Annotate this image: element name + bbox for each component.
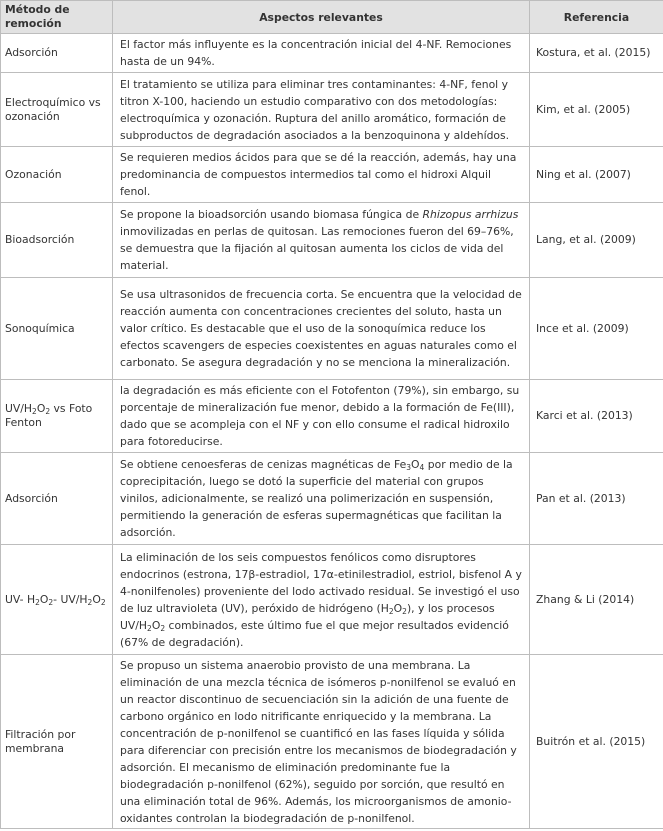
aspects-cell: Se usa ultrasonidos de frecuencia corta. Se encuentra que la velocidad de reacción aumenta con concentraciones crecientes del soluto, hasta un valor crítico. Es destacable que el uso de la sonoquímica reduce los efectos scavengers de especies coexistentes en aguas naturales como el carbonato. Se asegura degradación y no se menciona la mineralización. — [113, 278, 530, 380]
reference-cell: Ning et al. (2007) — [530, 147, 663, 203]
table-row — [1, 34, 663, 73]
header-reference: Referencia — [530, 1, 663, 34]
aspects-cell: Se propone la bioadsorción usando biomasa fúngica de Rhizopus arrhizus inmovilizadas en perlas de quitosan. Las remociones fueron del 69–76%, se demuestra que la fijación al quitosan aumenta los ciclos de vida del material. — [113, 203, 530, 278]
table-row — [1, 278, 663, 380]
table-row — [1, 73, 663, 147]
method-cell: Adsorción — [1, 453, 113, 545]
method-cell: Bioadsorción — [1, 203, 113, 278]
table-row — [1, 147, 663, 203]
method-cell: UV- $H_2O_2-$ $UV/H_2O_2$ — [1, 545, 113, 655]
method-cell: Electroquímico vs ozonación — [1, 73, 113, 147]
species-name: Rhizopus arrhizus — [422, 208, 519, 221]
method-cell: Adsorción — [1, 34, 113, 73]
reference-cell: Zhang & Li (2014) — [530, 545, 663, 655]
reference-cell: Buitrón et al. (2015) — [530, 655, 663, 829]
header-method: Método de remoción — [1, 1, 113, 34]
aspects-cell: La eliminación de los seis compuestos fenólicos como disruptores endocrinos (estrona, 17β-estradiol, 17α-etinilestradiol, estriol, bisfenol A y 4-nonilfenoles) proveniente del lodo activado residual. Se investigó el uso de luz ultravioleta (UV), peróxido de hidrógeno $(H_2O_2)$, y los procesos $UV/H_2O_2$ combinados, este último fue el que mejor resultados evidenció (67% de degradación). — [113, 545, 530, 655]
table-row — [1, 453, 663, 545]
method-cell: Sonoquímica — [1, 278, 113, 380]
reference-cell: Ince et al. (2009) — [530, 278, 663, 380]
reference-cell: Kostura, et al. (2015) — [530, 34, 663, 73]
table-row — [1, 380, 663, 453]
table-row — [1, 203, 663, 278]
table-row — [1, 655, 663, 829]
header-aspects: Aspectos relevantes — [113, 1, 530, 34]
aspects-cell: Se requieren medios ácidos para que se dé la reacción, además, hay una predominancia de compuestos intermedios tal como el hidroxi Alquil fenol. — [113, 147, 530, 203]
reference-cell: Lang, et al. (2009) — [530, 203, 663, 278]
table-header-row — [1, 1, 663, 34]
aspects-cell: Se propuso un sistema anaerobio provisto de una membrana. La eliminación de una mezcla técnica de isómeros p-nonilfenol se evaluó en un reactor discontinuo de secuenciación sin la adición de una fuente de carbono orgánico en lodo nitrificante enriquecido y la membrana. La concentración de p-nonilfenol se cuantificó en las fases líquida y sólida para diferenciar con precisión entre los mecanismos de biodegradación y adsorción. El mecanismo de eliminación predominante fue la biodegradación p-nonilfenol (62%), seguido por sorción, que resultó en una eliminación total de 96%. Además, los microorganismos de amonio-oxidantes controlan la biodegradación de p-nonilfenol. — [113, 655, 530, 829]
method-cell: Ozonación — [1, 147, 113, 203]
reference-cell: Pan et al. (2013) — [530, 453, 663, 545]
aspects-cell: la degradación es más eficiente con el Fotofenton (79%), sin embargo, su porcentaje de mineralización fue menor, debido a la formación de Fe(III), dado que se acompleja con el NF y con ello consume el radical hidroxilo para fotoreducirse. — [113, 380, 530, 453]
method-cell: $UV/H_2O_2$ vs Foto Fenton — [1, 380, 113, 453]
aspects-cell: El tratamiento se utiliza para eliminar tres contaminantes: 4-NF, fenol y titron X-100, haciendo un estudio comparativo con dos metodologías: electroquímica y ozonación. Ruptura del anillo aromático, formación de subproductos de degradación asociados a la benzoquinona y aldehídos. — [113, 73, 530, 147]
table-row — [1, 545, 663, 655]
aspects-cell: El factor más influyente es la concentración inicial del 4-NF. Remociones hasta de un 94%. — [113, 34, 530, 73]
reference-cell: Karci et al. (2013) — [530, 380, 663, 453]
method-cell: Filtración por membrana — [1, 655, 113, 829]
aspects-cell: Se obtiene cenoesferas de cenizas magnéticas de $Fe_3O_4$ por medio de la coprecipitación, luego se dotó la superficie del material con grupos vinilos, adicionalmente, se realizó una polimerización en suspensión, permitiendo la generación de esferas supermagnéticas que facilitan la adsorción. — [113, 453, 530, 545]
reference-cell: Kim, et al. (2005) — [530, 73, 663, 147]
